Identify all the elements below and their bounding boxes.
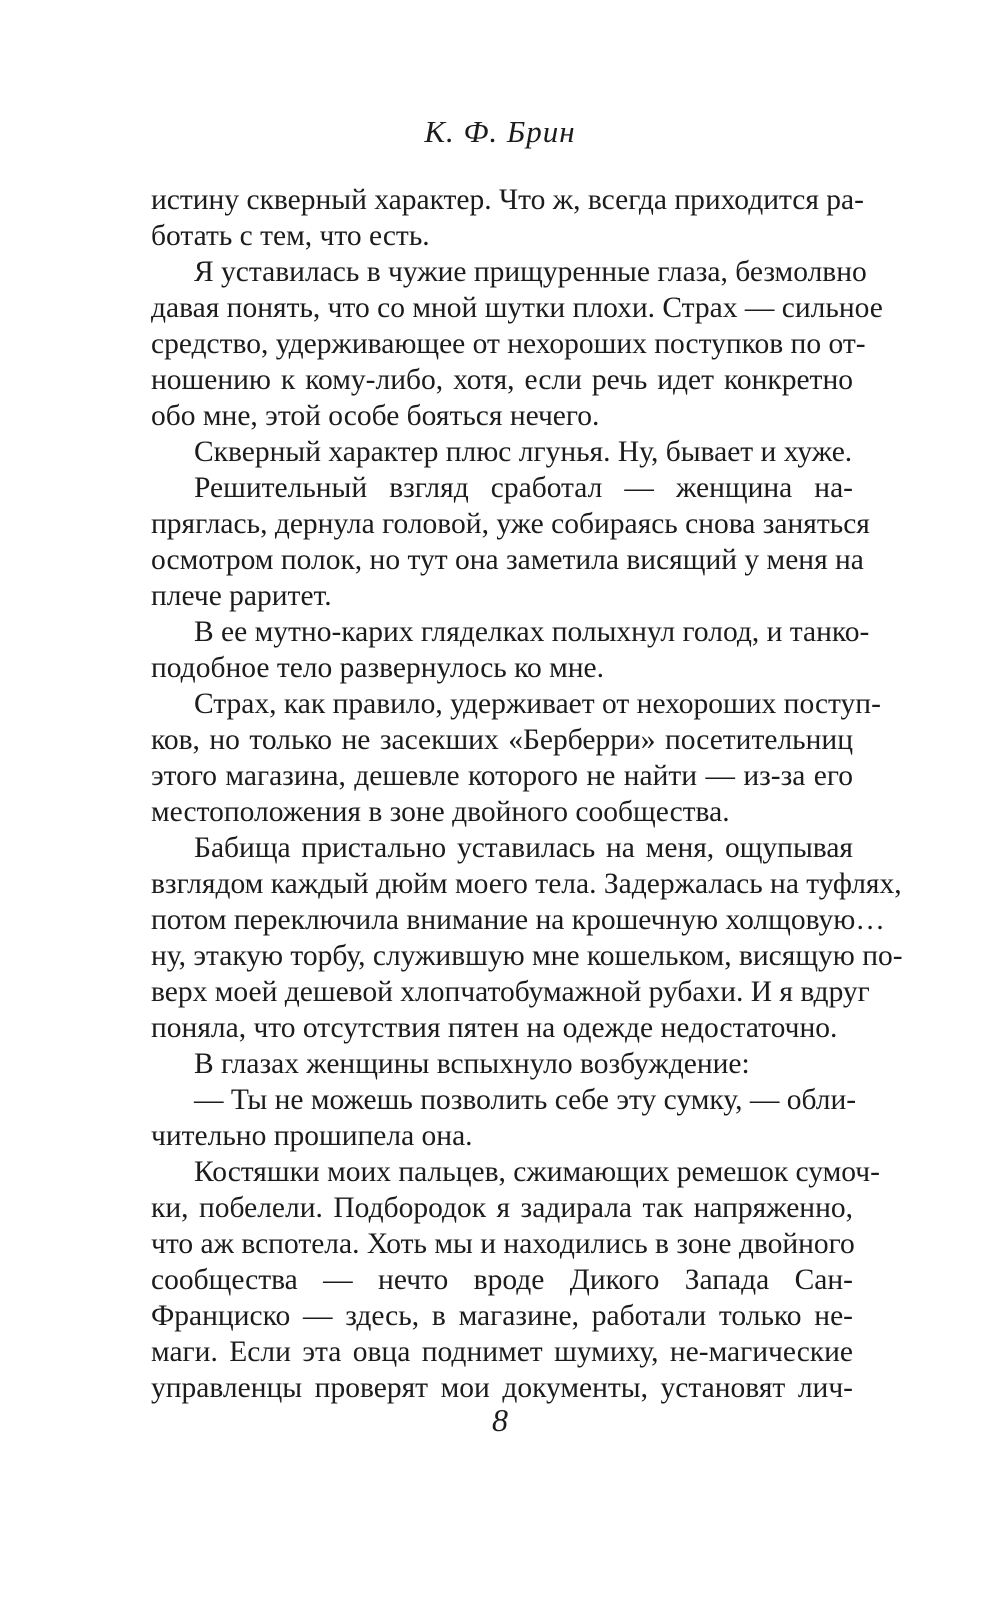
text-line: ботать с тем, что есть. bbox=[151, 220, 430, 252]
text-line: Франциско — здесь, в магазине, работали только не- bbox=[151, 1300, 853, 1332]
text-line: осмотром полок, но тут она заметила висящий у меня на bbox=[151, 544, 864, 576]
text-line: — Ты не можешь позволить себе эту сумку, — обли- bbox=[194, 1084, 857, 1116]
text-line: чительно прошипела она. bbox=[151, 1120, 473, 1152]
body-text bbox=[151, 182, 903, 1406]
text-line: маги. Если эта овца поднимет шумиху, не-магические bbox=[151, 1336, 853, 1368]
text-line: В глазах женщины вспыхнуло возбуждение: bbox=[194, 1048, 750, 1080]
text-line: местоположения в зоне двойного сообщества. bbox=[151, 796, 730, 828]
text-line: Скверный характер плюс лгунья. Ну, бывает и хуже. bbox=[194, 436, 853, 468]
text-line: верх моей дешевой хлопчатобумажной рубахи. И я вдруг bbox=[151, 976, 870, 1008]
text-line: плече раритет. bbox=[151, 580, 332, 612]
text-line: давая понять, что со мной шутки плохи. Страх — сильное bbox=[151, 292, 883, 324]
text-line: пряглась, дернула головой, уже собираясь снова заняться bbox=[151, 508, 870, 540]
text-line: поняла, что отсутствия пятен на одежде недостаточно. bbox=[151, 1012, 838, 1044]
text-line: средство, удерживающее от нехороших поступков по от- bbox=[151, 328, 866, 360]
text-line: Решительный взгляд сработал — женщина на- bbox=[194, 472, 853, 504]
running-header: К. Ф. Брин bbox=[424, 114, 576, 149]
text-line: ну, этакую торбу, служившую мне кошельком, висящую по- bbox=[151, 940, 903, 972]
text-line: ношению к кому-либо, хотя, если речь идет конкретно bbox=[151, 364, 853, 396]
text-line: сообщества — нечто вроде Дикого Запада Сан- bbox=[151, 1264, 853, 1296]
text-line: потом переключила внимание на крошечную холщовую… bbox=[151, 904, 885, 936]
text-line: ки, побелели. Подбородок я задирала так напряженно, bbox=[151, 1192, 853, 1224]
text-line: Бабища пристально уставилась на меня, ощупывая bbox=[194, 832, 853, 864]
text-line: Страх, как правило, удерживает от нехороших поступ- bbox=[194, 688, 881, 720]
text-line: что аж вспотела. Хоть мы и находились в зоне двойного bbox=[151, 1228, 855, 1260]
text-line: ков, но только не засекших «Берберри» посетительниц bbox=[151, 724, 853, 756]
text-line: Костяшки моих пальцев, сжимающих ремешок сумоч- bbox=[194, 1156, 880, 1188]
text-line: В ее мутно-карих гляделках полыхнул голод, и танко- bbox=[194, 616, 870, 648]
text-line: обо мне, этой особе бояться нечего. bbox=[151, 400, 600, 432]
text-line: истину скверный характер. Что ж, всегда приходится ра- bbox=[151, 184, 864, 216]
text-line: управленцы проверят мои документы, установят лич- bbox=[151, 1372, 853, 1404]
text-line: Я уставилась в чужие прищуренные глаза, безмолвно bbox=[194, 256, 867, 288]
text-line: подобное тело развернулось ко мне. bbox=[151, 652, 605, 684]
text-line: этого магазина, дешевле которого не найти — из-за его bbox=[151, 760, 853, 792]
text-line: взглядом каждый дюйм моего тела. Задержалась на туфлях, bbox=[151, 868, 902, 900]
page-number: 8 bbox=[492, 1402, 508, 1438]
